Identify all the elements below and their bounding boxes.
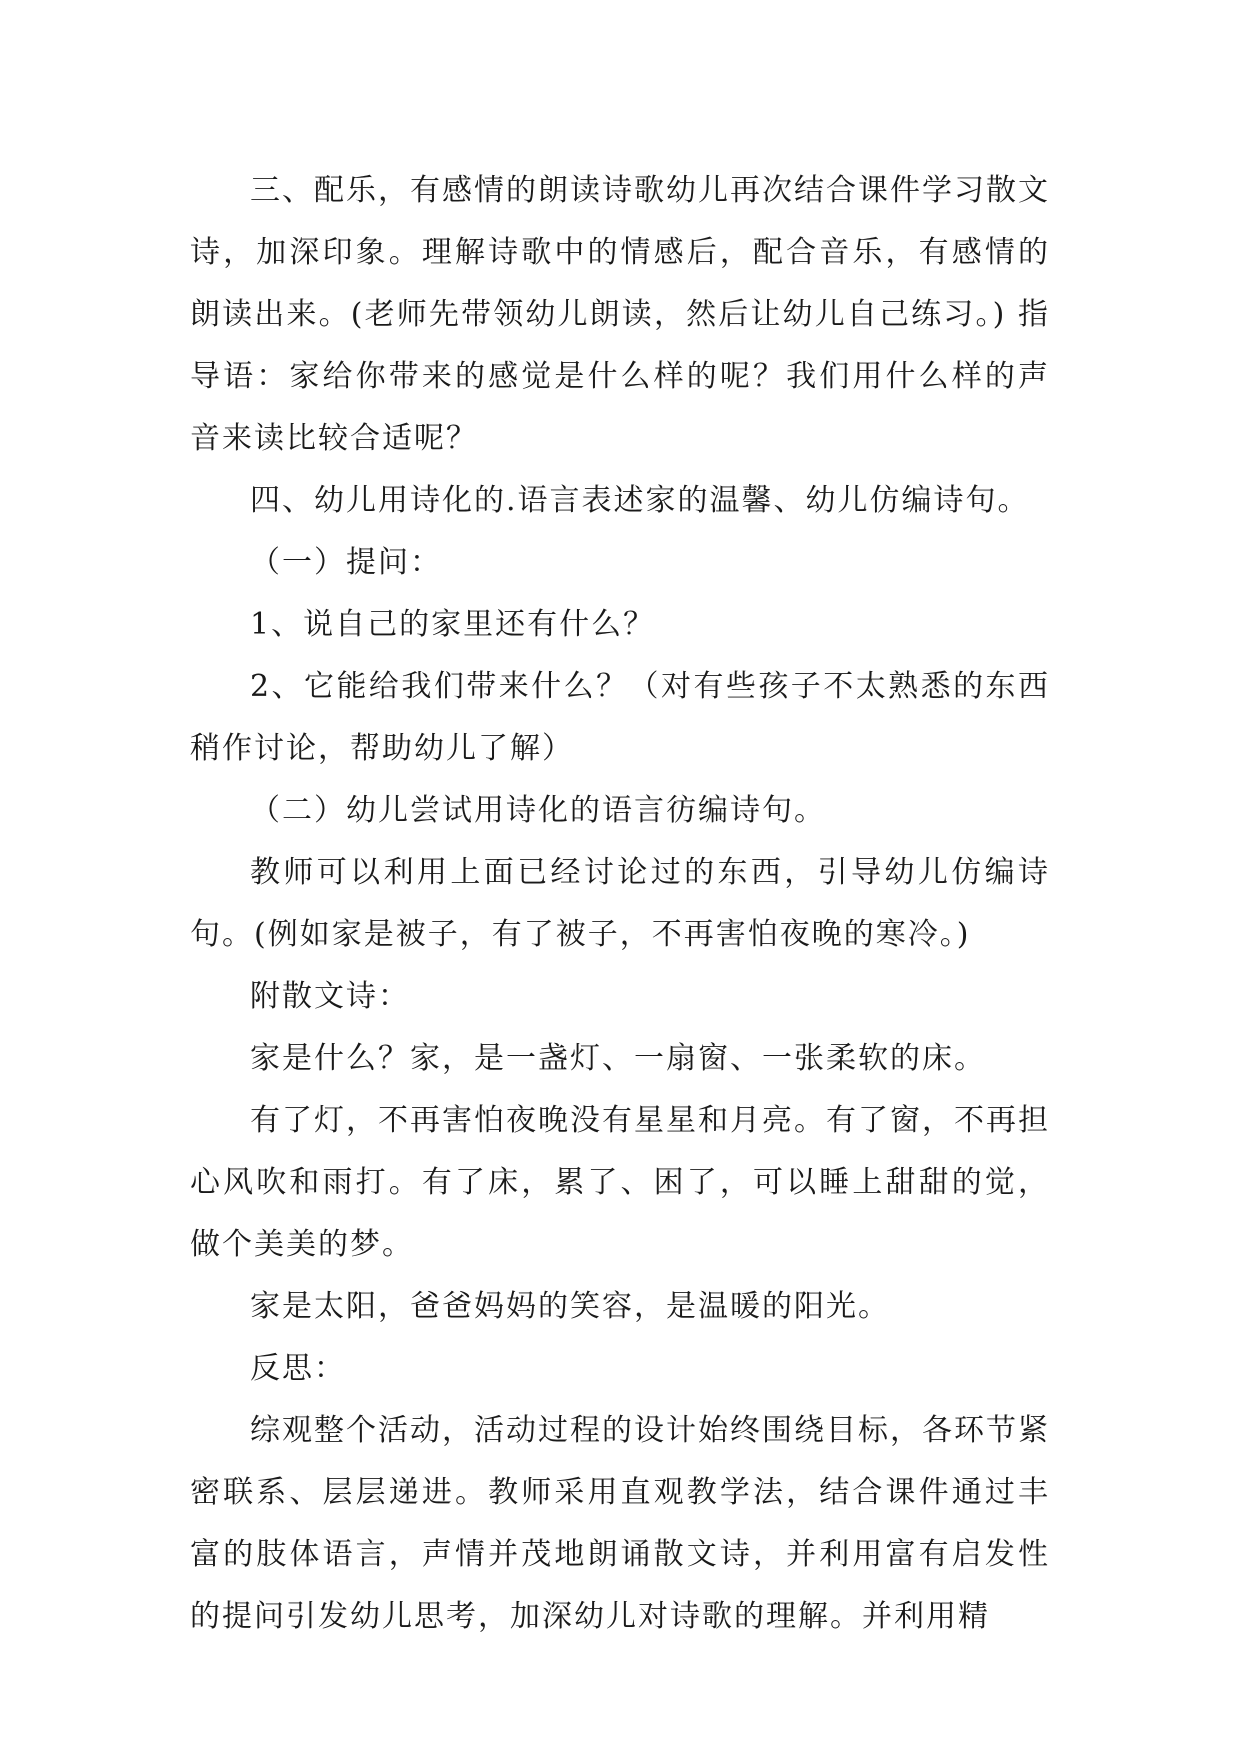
paragraph-reflection-heading: 反思：	[250, 1351, 346, 1386]
paragraph-poem-line-2: 有了灯，不再害怕夜晚没有星星和月亮。有了窗，不再担心风吹和雨打。有了床，累了、困了，可以睡上甜甜的觉，做个美美的梦。	[190, 1103, 1050, 1262]
paragraph-poem-line-1: 家是什么？家，是一盏灯、一扇窗、一张柔软的床。	[250, 1041, 986, 1076]
paragraph-teacher-guidance: 教师可以利用上面已经讨论过的东西，引导幼儿仿编诗句。(例如家是被子，有了被子，不再害怕夜晚的寒冷。)	[190, 855, 1050, 952]
paragraph-question-1: 1、说自己的家里还有什么？	[250, 607, 656, 642]
paragraph-imitation-heading: （二）幼儿尝试用诗化的语言彷编诗句。	[250, 793, 826, 828]
document-body	[190, 160, 1050, 1648]
paragraph-music-reading: 三、配乐，有感情的朗读诗歌幼儿再次结合课件学习散文诗，加深印象。理解诗歌中的情感后，配合音乐，有感情的朗读出来。(老师先带领幼儿朗读，然后让幼儿自己练习。) 指导语：家给你带来的感觉是什么样的呢？我们用什么样的声音来读比较合适呢？	[190, 173, 1050, 456]
paragraph-reflection-body: 综观整个活动，活动过程的设计始终围绕目标，各环节紧密联系、层层递进。教师采用直观教学法，结合课件通过丰富的肢体语言，声情并茂地朗诵散文诗，并利用富有启发性的提问引发幼儿思考，加深幼儿对诗歌的理解。并利用精	[190, 1413, 1050, 1634]
paragraph-questions-heading: （一）提问：	[250, 545, 442, 580]
paragraph-step-four: 四、幼儿用诗化的.语言表述家的温馨、幼儿仿编诗句。	[250, 483, 1030, 518]
paragraph-question-2: 2、它能给我们带来什么？（对有些孩子不太熟悉的东西稍作讨论，帮助幼儿了解）	[190, 669, 1050, 766]
paragraph-poem-line-3: 家是太阳，爸爸妈妈的笑容，是温暖的阳光。	[250, 1289, 890, 1324]
paragraph-appendix-heading: 附散文诗：	[250, 979, 410, 1014]
